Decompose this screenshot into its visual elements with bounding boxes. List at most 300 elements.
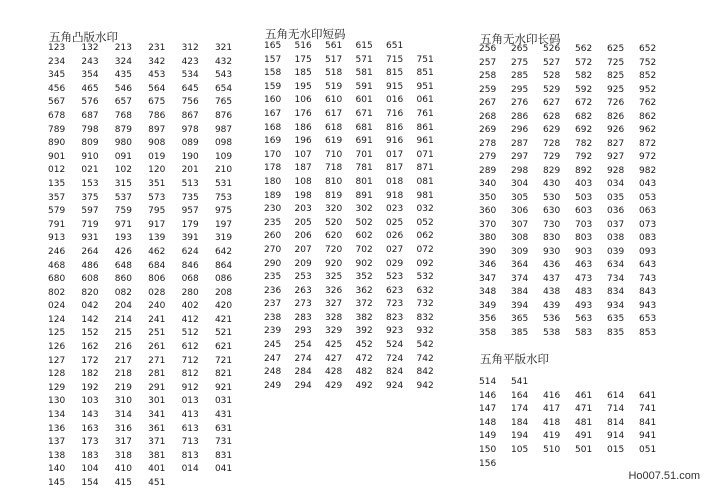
number-cell: 126 xyxy=(48,342,66,353)
number-cell: 743 xyxy=(639,273,657,284)
number-cell: 529 xyxy=(543,84,561,95)
number-cell: 930 xyxy=(543,246,561,257)
number-cell: 203 xyxy=(294,204,312,215)
number-cell: 503 xyxy=(575,192,593,203)
number-cell: 473 xyxy=(575,273,593,284)
number-cell: 431 xyxy=(214,410,233,421)
number-cell: 826 xyxy=(607,111,625,122)
number-cell: 325 xyxy=(325,272,343,283)
number-cell: 143 xyxy=(81,410,99,421)
number-cell: 782 xyxy=(575,138,593,149)
number-cell: 350 xyxy=(479,192,497,203)
number-cell: 043 xyxy=(639,179,657,189)
number-cell: 340 xyxy=(479,179,497,189)
table-row xyxy=(48,112,248,126)
number-grid xyxy=(479,378,671,473)
number-cell: 293 xyxy=(294,326,312,337)
number-cell: 246 xyxy=(48,246,66,257)
number-cell: 501 xyxy=(575,444,593,455)
table-row xyxy=(48,465,248,479)
table-row xyxy=(479,329,671,343)
number-cell: 296 xyxy=(511,125,529,135)
number-cell: 321 xyxy=(214,43,233,53)
table-row xyxy=(479,275,671,289)
number-cell: 718 xyxy=(325,163,343,174)
number-cell: 876 xyxy=(214,110,233,121)
number-cell: 423 xyxy=(181,56,199,67)
number-cell: 681 xyxy=(355,122,373,133)
number-cell: 173 xyxy=(81,437,99,448)
number-cell: 972 xyxy=(639,152,657,162)
number-cell: 327 xyxy=(325,299,343,310)
number-cell: 168 xyxy=(264,122,282,133)
table-row xyxy=(264,300,447,314)
number-cell: 420 xyxy=(214,301,233,312)
number-cell: 730 xyxy=(543,219,561,230)
number-cell: 027 xyxy=(386,244,404,255)
number-cell: 081 xyxy=(416,176,434,187)
number-cell: 902 xyxy=(355,258,373,269)
number-cell: 530 xyxy=(543,192,561,203)
number-cell: 312 xyxy=(181,43,199,53)
number-cell: 714 xyxy=(607,404,625,415)
number-cell: 971 xyxy=(114,219,132,230)
table-row xyxy=(48,452,248,466)
number-cell: 765 xyxy=(214,97,233,108)
number-cell: 170 xyxy=(264,149,282,160)
table-row xyxy=(264,151,447,165)
number-cell: 912 xyxy=(181,382,199,393)
table-row xyxy=(479,446,671,460)
number-cell: 620 xyxy=(325,231,343,242)
number-cell: 806 xyxy=(148,274,166,285)
number-cell: 216 xyxy=(114,342,132,353)
number-cell: 619 xyxy=(325,136,343,147)
number-cell: 230 xyxy=(264,204,282,215)
table-row xyxy=(479,405,671,419)
number-cell: 521 xyxy=(214,328,233,339)
number-cell: 310 xyxy=(114,396,132,407)
table-row xyxy=(48,343,248,357)
number-cell: 275 xyxy=(511,57,529,68)
number-cell: 597 xyxy=(81,206,99,217)
number-cell: 517 xyxy=(325,54,343,65)
number-cell: 827 xyxy=(607,138,625,149)
number-cell: 934 xyxy=(607,300,625,311)
number-cell: 571 xyxy=(355,54,373,65)
number-cell: 815 xyxy=(386,68,404,79)
number-cell: 961 xyxy=(416,136,434,147)
number-cell: 416 xyxy=(543,390,561,401)
number-cell: 832 xyxy=(416,312,434,323)
number-cell: 678 xyxy=(48,110,66,121)
number-cell: 061 xyxy=(416,95,434,106)
number-cell: 852 xyxy=(639,71,657,81)
number-cell: 391 xyxy=(181,233,199,244)
number-cell: 768 xyxy=(114,110,132,121)
number-cell: 086 xyxy=(214,274,233,285)
table-row xyxy=(264,110,447,124)
number-cell: 243 xyxy=(81,56,99,67)
number-cell: 127 xyxy=(48,355,66,366)
number-cell: 152 xyxy=(81,328,99,339)
table-row xyxy=(479,140,671,154)
number-cell: 042 xyxy=(81,301,99,312)
number-cell: 756 xyxy=(181,97,199,108)
number-cell: 512 xyxy=(181,328,199,339)
number-cell: 164 xyxy=(511,390,529,401)
table-row xyxy=(264,205,447,219)
number-cell: 162 xyxy=(81,342,99,353)
number-cell: 267 xyxy=(479,98,497,108)
number-cell: 425 xyxy=(325,340,343,351)
number-cell: 872 xyxy=(639,138,657,149)
table-row xyxy=(479,207,671,221)
number-cell: 513 xyxy=(181,178,199,189)
table-title: 五角平版水印 xyxy=(480,352,549,366)
number-cell: 185 xyxy=(294,68,312,79)
number-cell: 103 xyxy=(81,396,99,407)
number-cell: 271 xyxy=(148,355,166,366)
number-cell: 821 xyxy=(214,369,233,380)
number-cell: 526 xyxy=(543,44,561,54)
number-cell: 491 xyxy=(575,431,593,442)
number-cell: 583 xyxy=(575,327,593,338)
table-row xyxy=(48,98,248,112)
number-cell: 174 xyxy=(511,404,529,415)
table-row xyxy=(48,85,248,99)
number-cell: 305 xyxy=(511,192,529,203)
number-cell: 136 xyxy=(48,423,66,434)
number-cell: 394 xyxy=(511,300,529,311)
number-cell: 823 xyxy=(386,312,404,323)
table-panel-flat-watermark xyxy=(470,345,684,477)
table-row xyxy=(48,316,248,330)
number-cell: 461 xyxy=(575,390,593,401)
number-cell: 456 xyxy=(48,83,66,94)
table-row xyxy=(48,397,248,411)
number-cell: 825 xyxy=(607,71,625,81)
table-row xyxy=(264,69,447,83)
number-cell: 253 xyxy=(294,272,312,283)
number-cell: 471 xyxy=(575,404,593,415)
number-cell: 189 xyxy=(264,190,282,201)
number-cell: 692 xyxy=(575,125,593,135)
number-cell: 831 xyxy=(214,450,233,461)
table-title: 五角无水印长码 xyxy=(480,32,561,46)
number-cell: 218 xyxy=(114,369,132,380)
number-cell: 518 xyxy=(325,68,343,79)
number-cell: 210 xyxy=(214,165,233,176)
number-cell: 254 xyxy=(294,340,312,351)
number-cell: 428 xyxy=(325,367,343,378)
table-row xyxy=(48,194,248,208)
table-row xyxy=(48,71,248,85)
number-cell: 617 xyxy=(325,108,343,119)
number-cell: 384 xyxy=(511,287,529,297)
number-cell: 546 xyxy=(114,83,132,94)
number-cell: 520 xyxy=(325,217,343,228)
number-cell: 179 xyxy=(181,219,199,230)
number-cell: 510 xyxy=(543,444,561,455)
number-cell: 187 xyxy=(294,163,312,174)
number-cell: 213 xyxy=(114,43,132,53)
number-cell: 867 xyxy=(181,110,199,121)
number-cell: 307 xyxy=(511,219,529,230)
number-cell: 810 xyxy=(325,176,343,187)
number-cell: 715 xyxy=(386,54,404,65)
number-cell: 581 xyxy=(355,68,373,79)
number-cell: 235 xyxy=(264,272,282,283)
table-row xyxy=(264,314,447,328)
table-row xyxy=(479,248,671,262)
number-cell: 160 xyxy=(264,95,282,106)
number-cell: 975 xyxy=(214,206,233,217)
number-cell: 102 xyxy=(114,165,132,176)
number-cell: 346 xyxy=(479,260,497,270)
number-cell: 514 xyxy=(479,377,497,387)
number-cell: 401 xyxy=(148,464,166,475)
number-cell: 196 xyxy=(294,136,312,147)
number-cell: 280 xyxy=(181,287,199,298)
number-cell: 123 xyxy=(48,43,66,53)
table-row xyxy=(479,99,671,113)
table-row xyxy=(48,384,248,398)
table-panel-convex-watermark xyxy=(40,20,255,488)
number-cell: 741 xyxy=(639,404,657,415)
number-cell: 579 xyxy=(48,206,66,217)
number-cell: 834 xyxy=(607,287,625,297)
number-cell: 657 xyxy=(114,97,132,108)
number-cell: 148 xyxy=(479,417,497,428)
number-cell: 120 xyxy=(148,165,166,176)
number-cell: 286 xyxy=(511,111,529,122)
number-cell: 702 xyxy=(355,244,373,255)
number-cell: 021 xyxy=(81,165,99,176)
number-cell: 928 xyxy=(607,165,625,176)
table-row xyxy=(48,262,248,276)
number-cell: 276 xyxy=(511,98,529,108)
table-row xyxy=(479,392,671,406)
number-cell: 017 xyxy=(386,149,404,160)
number-cell: 862 xyxy=(639,111,657,122)
number-cell: 109 xyxy=(214,151,233,162)
table-row xyxy=(48,438,248,452)
number-cell: 987 xyxy=(214,124,233,135)
number-grid xyxy=(48,44,248,493)
number-cell: 631 xyxy=(214,423,233,434)
number-cell: 132 xyxy=(81,43,99,53)
number-cell: 180 xyxy=(264,176,282,187)
number-cell: 236 xyxy=(264,285,282,296)
table-row xyxy=(48,126,248,140)
number-cell: 134 xyxy=(48,410,66,421)
number-cell: 781 xyxy=(355,163,373,174)
table-row xyxy=(479,261,671,275)
number-cell: 792 xyxy=(575,152,593,162)
number-cell: 890 xyxy=(48,138,66,149)
number-cell: 723 xyxy=(386,299,404,310)
number-cell: 921 xyxy=(214,382,233,393)
number-cell: 039 xyxy=(607,246,625,257)
number-cell: 308 xyxy=(511,233,529,243)
table-row xyxy=(48,370,248,384)
number-cell: 209 xyxy=(294,258,312,269)
number-cell: 137 xyxy=(48,437,66,448)
number-cell: 214 xyxy=(114,314,132,325)
number-cell: 362 xyxy=(355,285,373,296)
table-row xyxy=(479,113,671,127)
number-cell: 317 xyxy=(114,437,132,448)
table-row xyxy=(479,153,671,167)
number-cell: 198 xyxy=(294,190,312,201)
number-cell: 752 xyxy=(639,57,657,68)
number-cell: 627 xyxy=(543,98,561,108)
number-cell: 135 xyxy=(48,178,66,189)
table-row xyxy=(48,248,248,262)
number-cell: 260 xyxy=(264,231,282,242)
table-row xyxy=(48,234,248,248)
number-cell: 483 xyxy=(575,287,593,297)
number-cell: 208 xyxy=(214,287,233,298)
number-cell: 415 xyxy=(114,478,132,488)
number-cell: 106 xyxy=(294,95,312,106)
number-cell: 982 xyxy=(639,165,657,176)
number-cell: 365 xyxy=(511,314,529,324)
table-row xyxy=(264,368,447,382)
number-cell: 024 xyxy=(48,301,66,312)
number-cell: 263 xyxy=(294,285,312,296)
number-cell: 451 xyxy=(148,478,166,488)
number-cell: 241 xyxy=(148,314,166,325)
number-cell: 813 xyxy=(181,450,199,461)
number-cell: 624 xyxy=(181,246,199,257)
number-cell: 436 xyxy=(543,260,561,270)
number-cell: 402 xyxy=(181,301,199,312)
number-cell: 374 xyxy=(511,273,529,284)
table-row xyxy=(48,221,248,235)
number-cell: 482 xyxy=(355,367,373,378)
number-cell: 159 xyxy=(264,81,282,92)
number-cell: 691 xyxy=(355,136,373,147)
number-cell: 932 xyxy=(416,326,434,337)
number-cell: 791 xyxy=(48,219,66,230)
number-cell: 206 xyxy=(294,231,312,242)
number-cell: 038 xyxy=(607,233,625,243)
number-cell: 258 xyxy=(479,71,497,81)
number-cell: 205 xyxy=(294,217,312,228)
number-cell: 139 xyxy=(148,233,166,244)
number-cell: 635 xyxy=(607,314,625,324)
number-cell: 392 xyxy=(355,326,373,337)
number-cell: 019 xyxy=(148,151,166,162)
number-cell: 931 xyxy=(81,233,99,244)
number-cell: 071 xyxy=(416,149,434,160)
table-row xyxy=(264,232,447,246)
table-row xyxy=(264,192,447,206)
number-cell: 762 xyxy=(639,98,657,108)
number-cell: 083 xyxy=(639,233,657,243)
number-cell: 567 xyxy=(48,97,66,108)
number-cell: 816 xyxy=(386,122,404,133)
number-cell: 462 xyxy=(148,246,166,257)
number-cell: 652 xyxy=(639,44,657,54)
number-cell: 465 xyxy=(81,83,99,94)
table-row xyxy=(479,302,671,316)
number-cell: 563 xyxy=(575,314,593,324)
number-cell: 941 xyxy=(639,431,657,442)
number-cell: 169 xyxy=(264,136,282,147)
number-cell: 156 xyxy=(479,458,497,469)
number-cell: 628 xyxy=(543,111,561,122)
number-cell: 892 xyxy=(575,165,593,176)
number-cell: 294 xyxy=(294,380,312,391)
number-cell: 345 xyxy=(48,70,66,81)
number-cell: 519 xyxy=(325,81,343,92)
number-cell: 157 xyxy=(264,54,282,65)
number-cell: 235 xyxy=(264,217,282,228)
number-cell: 147 xyxy=(479,404,497,415)
number-cell: 645 xyxy=(181,83,199,94)
table-row xyxy=(48,275,248,289)
number-cell: 951 xyxy=(416,81,434,92)
number-cell: 278 xyxy=(479,138,497,149)
number-cell: 072 xyxy=(416,244,434,255)
number-cell: 924 xyxy=(386,380,404,391)
number-cell: 643 xyxy=(639,260,657,270)
number-cell: 219 xyxy=(114,382,132,393)
number-cell: 237 xyxy=(264,299,282,310)
number-cell: 710 xyxy=(325,149,343,160)
number-cell: 380 xyxy=(479,233,497,243)
number-cell: 248 xyxy=(264,367,282,378)
table-row xyxy=(264,273,447,287)
number-cell: 153 xyxy=(81,178,99,189)
number-cell: 182 xyxy=(81,369,99,380)
number-cell: 348 xyxy=(479,287,497,297)
number-cell: 926 xyxy=(607,125,625,135)
number-cell: 582 xyxy=(575,71,593,81)
number-cell: 158 xyxy=(264,68,282,79)
number-cell: 603 xyxy=(575,206,593,216)
number-cell: 680 xyxy=(48,274,66,285)
number-cell: 632 xyxy=(416,285,434,296)
number-cell: 192 xyxy=(81,382,99,393)
number-cell: 703 xyxy=(575,219,593,230)
number-cell: 761 xyxy=(416,108,434,119)
number-cell: 735 xyxy=(181,192,199,203)
number-cell: 803 xyxy=(575,233,593,243)
number-cell: 891 xyxy=(355,190,373,201)
table-row xyxy=(264,124,447,138)
number-cell: 053 xyxy=(639,192,657,203)
table-panel-no-watermark-short xyxy=(256,18,448,400)
number-cell: 129 xyxy=(48,382,66,393)
number-cell: 927 xyxy=(607,152,625,162)
number-cell: 015 xyxy=(607,444,625,455)
number-cell: 108 xyxy=(294,176,312,187)
table-row xyxy=(479,234,671,248)
table-row xyxy=(264,96,447,110)
number-cell: 028 xyxy=(148,287,166,298)
number-cell: 592 xyxy=(575,84,593,95)
number-cell: 195 xyxy=(294,81,312,92)
number-cell: 634 xyxy=(607,260,625,270)
number-cell: 287 xyxy=(511,138,529,149)
number-cell: 962 xyxy=(639,125,657,135)
number-cell: 304 xyxy=(511,179,529,189)
number-cell: 871 xyxy=(416,163,434,174)
